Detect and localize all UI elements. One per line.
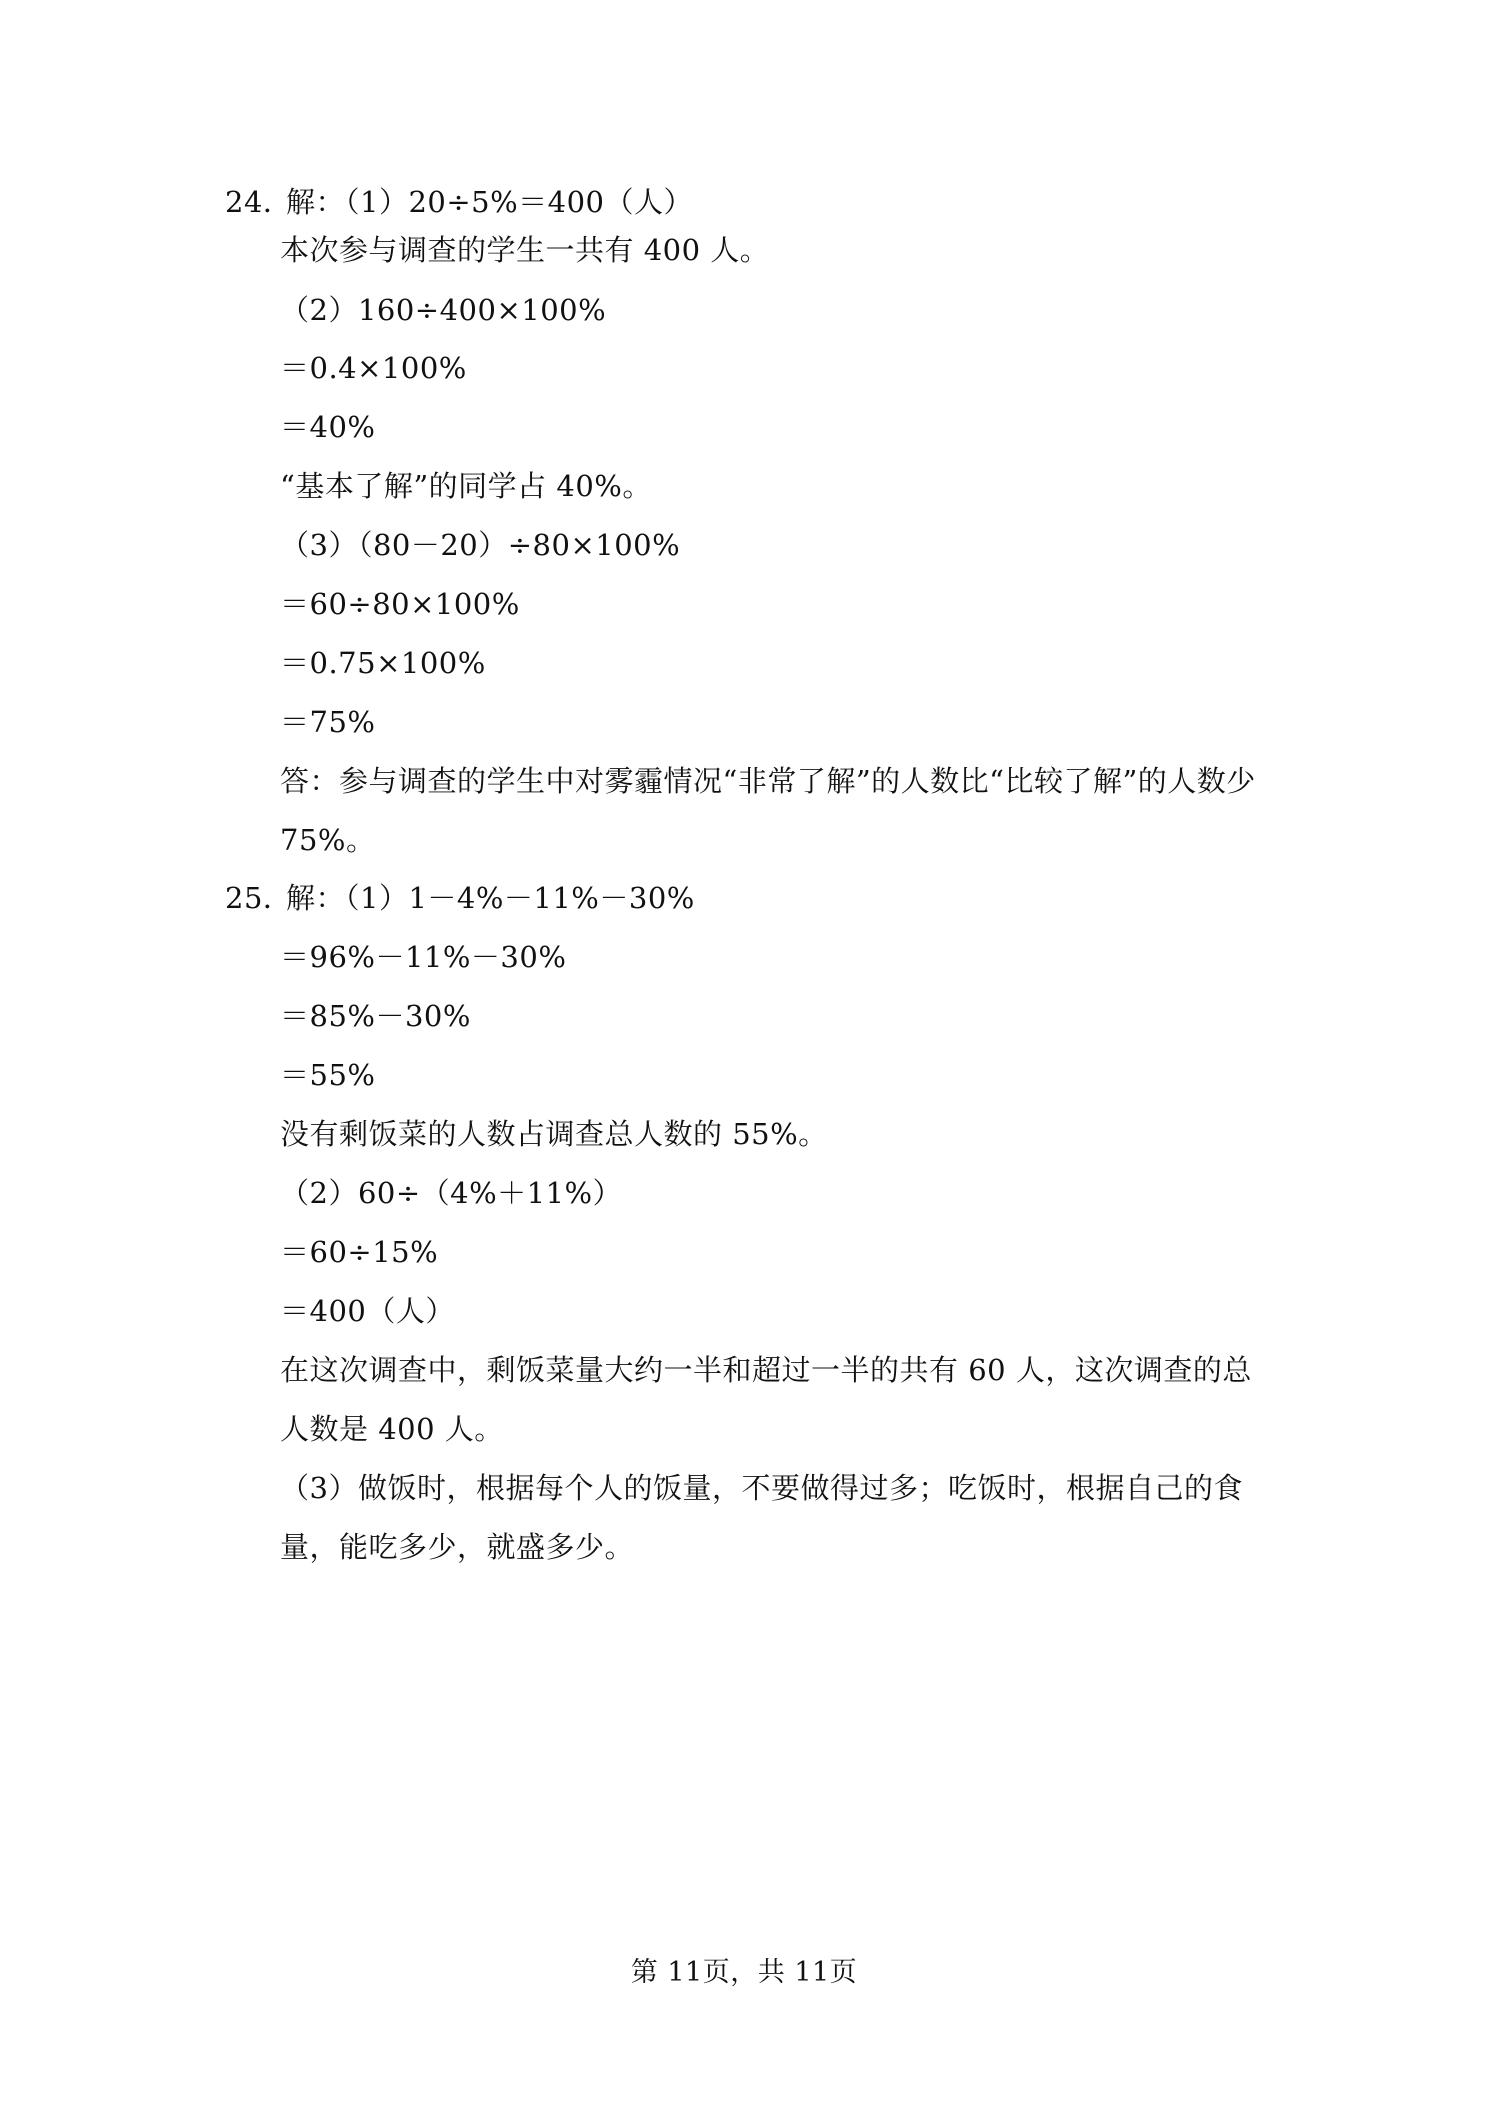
- q24-line-2: 本次参与调查的学生一共有 400 人。: [280, 233, 770, 267]
- q24-line-11: 答：参与调查的学生中对雾霾情况“非常了解”的人数比“比较了解”的人数少: [280, 764, 1256, 798]
- q24-line-12: 75%。: [280, 823, 376, 857]
- q24-line-3: （2）160÷400×100%: [280, 293, 607, 327]
- q25-line-6: （2）60÷（4%＋11%）: [280, 1176, 623, 1210]
- q24-line-7: （3）（80－20）÷80×100%: [280, 528, 681, 562]
- q24-line-5: ＝40%: [280, 410, 376, 444]
- q24-line-4: ＝0.4×100%: [280, 351, 467, 385]
- q25-line-4: ＝55%: [280, 1058, 376, 1092]
- q24-line-8: ＝60÷80×100%: [280, 587, 520, 621]
- q25-line-10: 人数是 400 人。: [280, 1412, 504, 1446]
- q25-line-11: （3）做饭时，根据每个人的饭量，不要做得过多；吃饭时，根据自己的食: [280, 1471, 1243, 1505]
- page-footer: 第 11页，共 11页: [630, 1957, 858, 1988]
- q24-line-9: ＝0.75×100%: [280, 646, 486, 680]
- q25-line-12: 量，能吃多少，就盛多少。: [280, 1530, 635, 1564]
- q25-line-2: ＝96%－11%－30%: [280, 940, 567, 974]
- q25-line-8: ＝400（人）: [280, 1294, 455, 1328]
- q25-line-9: 在这次调查中，剩饭菜量大约一半和超过一半的共有 60 人，这次调查的总: [280, 1353, 1252, 1387]
- q25-line-5: 没有剩饭菜的人数占调查总人数的 55%。: [280, 1117, 828, 1151]
- question-24-number: 24．: [225, 185, 293, 219]
- q25-line-1: 解：（1）1－4%－11%－30%: [286, 881, 695, 915]
- q25-line-7: ＝60÷15%: [280, 1235, 439, 1269]
- q25-line-3: ＝85%－30%: [280, 999, 471, 1033]
- q24-line-6: “基本了解”的同学占 40%。: [280, 469, 652, 503]
- question-25-number: 25．: [225, 881, 293, 915]
- q24-line-10: ＝75%: [280, 705, 376, 739]
- q24-line-1: 解：（1）20÷5%＝400（人）: [286, 185, 694, 219]
